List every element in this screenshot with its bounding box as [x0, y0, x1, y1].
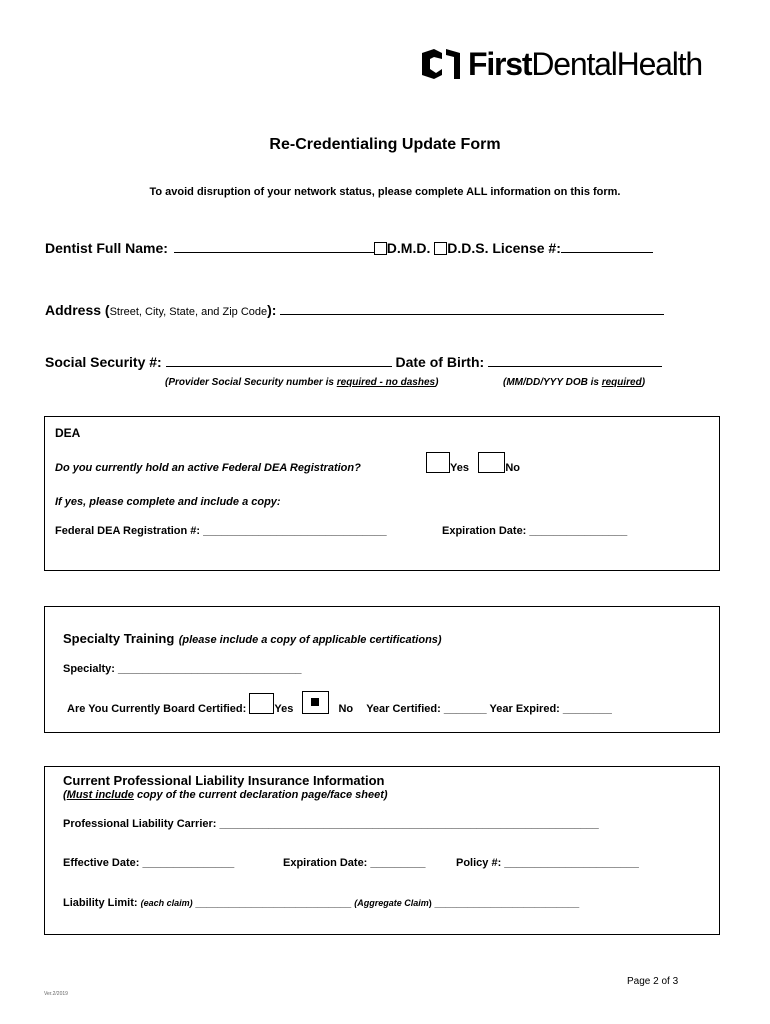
- specialty-heading-row: [63, 630, 442, 648]
- logo-text-first: First: [468, 45, 532, 82]
- ssn-field[interactable]: [166, 366, 392, 367]
- ssn-note-post: ): [435, 377, 439, 388]
- liability-note: [63, 789, 388, 801]
- ssn-note: [165, 377, 438, 388]
- revision-code: Ver.2/2019: [44, 991, 68, 997]
- license-label: License #:: [492, 240, 561, 256]
- address-detail: Street, City, State, and Zip Code: [109, 306, 268, 318]
- address-field[interactable]: [280, 314, 664, 315]
- dds-label: D.D.S.: [447, 240, 489, 256]
- dentist-name-label: Dentist Full Name:: [45, 240, 168, 256]
- form-title: Re-Credentialing Update Form: [269, 136, 501, 153]
- specialty-note: (please include a copy of applicable certifications): [178, 634, 442, 646]
- liability-note-must: Must include: [66, 789, 134, 801]
- board-no-checkbox[interactable]: [302, 691, 329, 714]
- year-expired-field[interactable]: Year Expired: ________: [489, 703, 612, 715]
- dea-section: [44, 416, 720, 571]
- dob-note: [503, 377, 645, 388]
- board-row: [67, 691, 612, 715]
- carrier-field[interactable]: Professional Liability Carrier: ______________________________________________________________: [63, 818, 599, 830]
- ssn-note-required: required - no dashes: [336, 377, 436, 388]
- liability-heading: Current Professional Liability Insurance Information: [63, 773, 385, 788]
- limit-label: Liability Limit:: [63, 897, 138, 909]
- dea-answer-row: [426, 452, 520, 474]
- limit-row: [63, 897, 579, 909]
- ssn-label: Social Security #:: [45, 354, 162, 370]
- board-no-checkmark: [311, 698, 319, 706]
- aggregate-label: (Aggregate Claim: [354, 898, 429, 908]
- liability-expiration-field[interactable]: Expiration Date: _________: [283, 857, 426, 869]
- each-claim-field[interactable]: ____________________________: [192, 898, 352, 909]
- effective-date-field[interactable]: Effective Date: _______________: [63, 857, 235, 869]
- liability-note-pre: (: [63, 789, 67, 801]
- dob-note-post: ): [641, 377, 646, 388]
- liability-note-post: copy of the current declaration page/face sheet): [133, 789, 388, 801]
- each-claim-label: (each claim): [140, 898, 193, 908]
- license-field[interactable]: [561, 252, 653, 253]
- logo-text-rest: DentalHealth: [531, 45, 702, 82]
- address-label: Address (: [45, 302, 110, 318]
- dea-heading: DEA: [55, 426, 81, 440]
- policy-field[interactable]: Policy #: ______________________: [456, 857, 639, 869]
- dea-yes-checkbox[interactable]: [426, 452, 450, 473]
- dentist-name-row: [45, 240, 653, 256]
- specialty-field[interactable]: Specialty: ______________________________: [63, 663, 302, 675]
- dmd-checkbox[interactable]: [374, 242, 387, 255]
- board-label: Are You Currently Board Certified:: [67, 703, 247, 715]
- page-number: Page 2 of 3: [627, 976, 679, 987]
- dea-registration-field[interactable]: Federal DEA Registration #: ______________________________: [55, 525, 387, 537]
- dea-yes-label: Yes: [450, 462, 469, 474]
- dob-field[interactable]: [488, 366, 662, 367]
- dob-note-pre: (MM/DD/YYY DOB is: [503, 377, 602, 388]
- year-certified-field[interactable]: Year Certified: _______: [366, 703, 487, 715]
- ssn-row: [45, 354, 662, 370]
- company-logo: [420, 44, 702, 84]
- address-close: ):: [267, 302, 277, 318]
- specialty-section: [44, 606, 720, 733]
- dob-note-required: required: [601, 377, 642, 388]
- specialty-heading: Specialty Training: [63, 631, 175, 646]
- liability-section: [44, 766, 720, 935]
- aggregate-field[interactable]: __________________________: [431, 898, 580, 909]
- dea-no-label: No: [505, 462, 520, 474]
- aggregate-close: ): [428, 898, 432, 908]
- form-instruction: To avoid disruption of your network status, please complete ALL information on this form.: [149, 186, 621, 198]
- logo-mark-icon: [420, 47, 462, 81]
- dmd-label: D.M.D.: [386, 240, 431, 256]
- board-no-label: No: [338, 703, 354, 715]
- dea-no-checkbox[interactable]: [478, 452, 505, 473]
- dea-question: Do you currently hold an active Federal DEA Registration?: [55, 462, 361, 474]
- address-row: [45, 302, 664, 318]
- dob-label: Date of Birth:: [395, 354, 485, 370]
- dea-expiration-field[interactable]: Expiration Date: ________________: [442, 525, 628, 537]
- board-yes-checkbox[interactable]: [249, 693, 274, 714]
- ssn-note-pre: (Provider Social Security number is: [165, 377, 337, 388]
- board-yes-label: Yes: [274, 703, 294, 715]
- dds-checkbox[interactable]: [434, 242, 447, 255]
- dea-if-yes: If yes, please complete and include a copy:: [55, 496, 281, 508]
- dentist-name-field[interactable]: [174, 252, 374, 253]
